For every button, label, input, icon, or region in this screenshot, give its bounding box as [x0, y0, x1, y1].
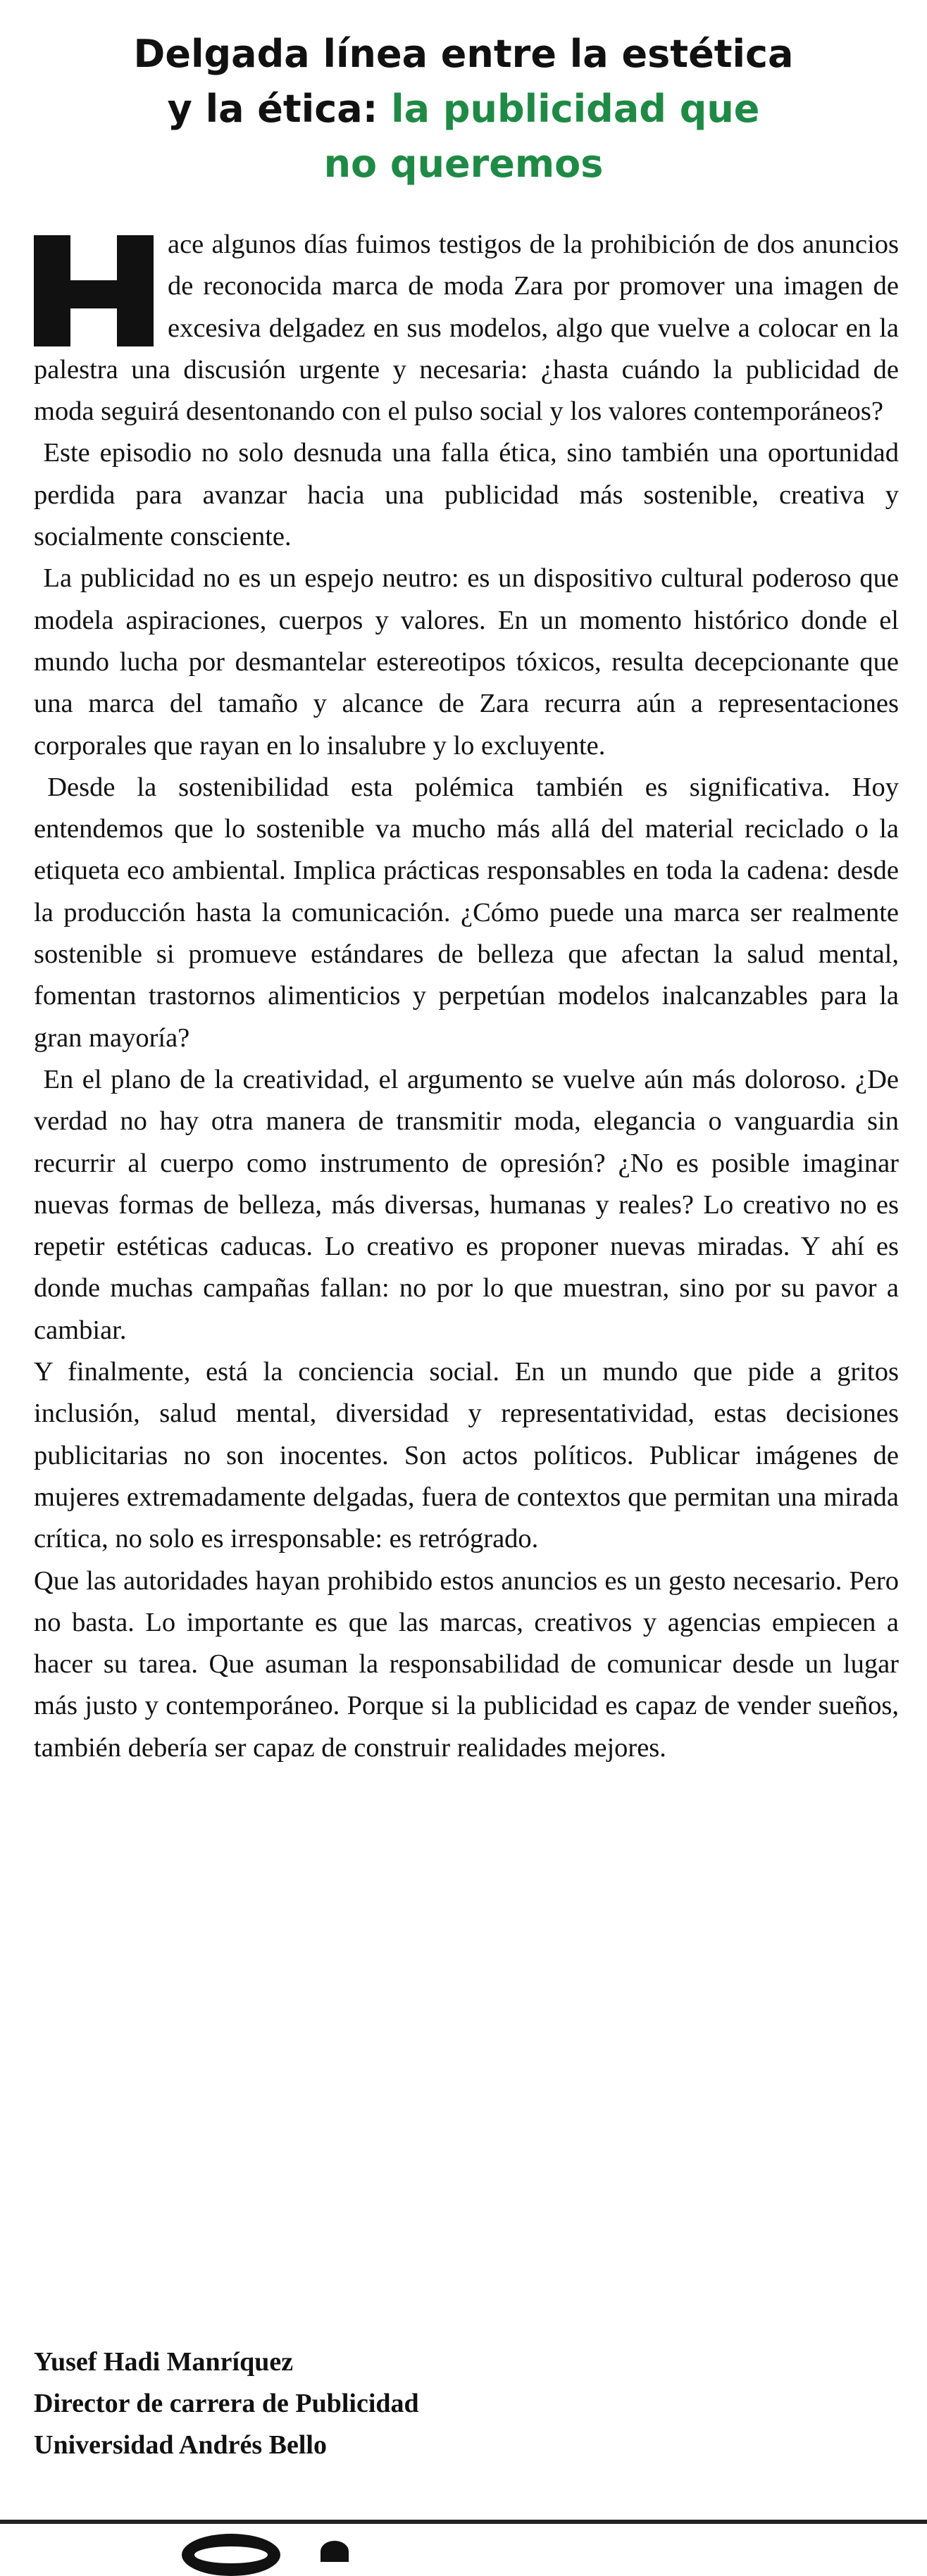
headline-line-2-green: la publicidad que: [391, 87, 760, 131]
headline-line-3-green: no queremos: [323, 142, 604, 186]
paragraph-5: En el plano de la creatividad, el argumento se vuelve aún más doloroso. ¿De verdad no hay otra manera de transmitir moda, elegancia o vanguardia sin recurrir al cuerpo como instrumento de opresión? ¿No es posible imaginar nuevas formas de belleza, más diversas, humanas y reales? Lo creativo no es repetir estéticas caducas. Lo creativo es proponer nuevas miradas. Y ahí es donde muchas campañas fallan: no por lo que muestran, sino por su pavor a cambiar.: [34, 1064, 899, 1345]
article-body: [34, 224, 899, 1769]
paragraph-7: Que las autoridades hayan prohibido estos anuncios es un gesto necesario. Pero no basta. Lo importante es que las marcas, creativos y agencias empiecen a hacer su tarea. Que asuman la responsabilidad de comunicar desde un lugar más justo y contemporáneo. Porque si la publicidad es capaz de vender sueños, también debería ser capaz de construir realidades mejores.: [34, 1565, 899, 1763]
author-role: Director de carrera de Publicidad: [34, 2389, 419, 2418]
signature-block: [34, 2341, 899, 2466]
bottom-divider: [0, 2520, 927, 2524]
paragraph-1-text: ace algunos días fuimos testigos de la prohibición de dos anuncios de reconocida marca de moda Zara por promover una imagen de excesiva delgadez en sus modelos, algo que vuelve a colocar en la palestra una discusión urgente y necesaria: ¿hasta cuándo la publicidad de moda seguirá desentonando con el pulso social y los valores contemporáneos?: [34, 230, 899, 427]
headline: [28, 27, 899, 192]
paragraph-1: [34, 224, 899, 432]
headline-line-1: Delgada línea entre la estética: [133, 32, 794, 76]
next-article-glyph-fragment-2: [321, 2541, 349, 2562]
paragraph-2: Este episodio no solo desnuda una falla ética, sino también una oportunidad perdida para avanzar hacia una publicidad más sostenible, creativa y socialmente consciente.: [34, 438, 899, 552]
paragraph-3: La publicidad no es un espejo neutro: es un dispositivo cultural poderoso que modela aspiraciones, cuerpos y valores. En un momento histórico donde el mundo lucha por desmantelar estereotipos tóxicos, resulta decepcionante que una marca del tamaño y alcance de Zara recurra aún a representaciones corporales que rayan en lo insalubre y lo excluyente.: [34, 563, 899, 761]
headline-line-2-plain: y la ética:: [167, 87, 378, 131]
paragraph-4: Desde la sostenibilidad esta polémica también es significativa. Hoy entendemos que lo sostenible va mucho más allá del material reciclado o la etiqueta eco ambiental. Implica prácticas responsables en toda la cadena: desde la producción hasta la comunicación. ¿Cómo puede una marca ser realmente sostenible si promueve estándares de belleza que afectan la salud mental, fomentan trastornos alimenticios y perpetúan modelos inalcanzables para la gran mayoría?: [34, 772, 899, 1053]
dropcap-crossbar: [34, 280, 154, 308]
dropcap: [34, 235, 154, 346]
next-article-glyph-fragment: [182, 2534, 280, 2576]
author-institution: Universidad Andrés Bello: [34, 2430, 327, 2460]
paragraph-6: Y finalmente, está la conciencia social. En un mundo que pide a gritos inclusión, salud mental, diversidad y representatividad, estas decisiones publicitarias no son inocentes. Son actos políticos. Publicar imágenes de mujeres extremadamente delgadas, fuera de contextos que permitan una mirada crítica, no solo es irresponsable: es retrógrado.: [34, 1357, 899, 1554]
author-name: Yusef Hadi Manríquez: [34, 2347, 294, 2377]
